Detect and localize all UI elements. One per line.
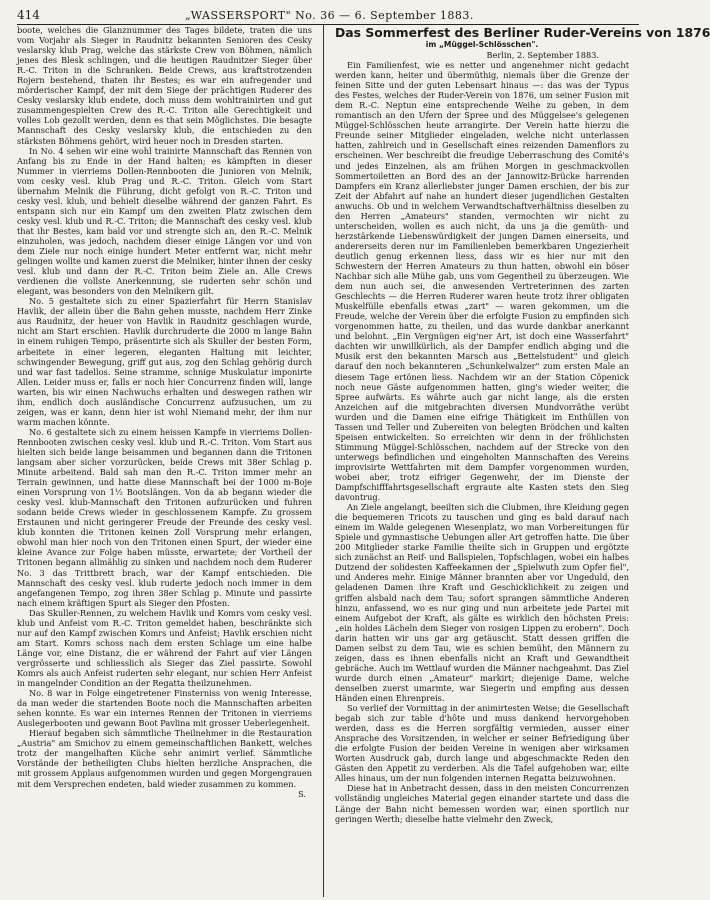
paragraph: No. 8 war in Folge eingetretener Finsterniss von wenig Interesse, da man weder die startenden Boote noch die Mannschaften arbeiten sehen konnte. Es war ein internes Rennen der Tritonen in vierriems Auslegerbooten und gewann Boot Pavlina mit grosser Ueberlegenheit. (17, 688, 312, 729)
paragraph: So verlief der Vormittag in der animirtesten Weise; die Gesellschaft begab sich zur table d'hôte und muss dankend hervorgehoben werden, dass es die Herren sorgfältig vermieden, ausser einer Ansprache des Vorsitzenden, in welcher er seiner Befriedigung über die erfolgte Fusion der beiden Vereine in wenigen aber wirksamen Worten Ausdruck gab, durch lange und abgeschmackte Reden den Gästen den Appetit zu verderben. Als die Tafel aufgehoben war, eilte Alles hinaus, um der nun folgenden internen Regatta beizuwohnen. (335, 703, 629, 784)
article-dateline: Berlin, 2. September 1883. (486, 50, 599, 60)
paragraph: No. 5 gestaltete sich zu einer Spazierfahrt für Herrn Stanislav Havlik, der allein über die Bahn gehen musste, nachdem Herr Zinke aus Raudnitz, der heuer von Havlik in Raudnitz geschlagen wurde, nicht am Start erschien. Havlik durchruderte die 2000 m lange Bahn in einem ruhigen Tempo, präsentirte sich als Skuller der besten Form, arbeitete in einer legeren, eleganten Haltung mit leichter, schwingender Bewegung, griff gut aus, zog den Schlag gehörig durch und war fast tadellos. Seine stramme, schnige Muskulatur imponirte Allen. Leider muss er, falls er noch hier Concurrenz finden will, lange warten, bis wir einen Nachwuchs erhalten und deswegen rathen wir ihm, endlich doch ausländische Concurrenz aufzusuchen, um zu zeigen, was er kann, denn hier ist wohl Niemand mehr, der ihm nur warm machen könnte. (17, 296, 312, 427)
column-divider (323, 25, 324, 897)
article-title: Das Sommerfest des Berliner Ruder-Vereins von 1876 (335, 25, 710, 40)
paragraph: No. 6 gestaltete sich zu einem heissen Kampfe in vierriems Dollen-Rennbooten zwischen cesky vesl. klub und R.-C. Triton. Vom Start aus hielten sich beide lange beisammen und begannen dann die Tritonen langsam aber sicher vorzurücken, beide Crews mit 38er Schlag p. Minute arbeitend. Bald sah man den R.-C. Triton immer mehr an Terrain gewinnen, und hatte diese Mannschaft bei der 1000 m-Boje einen Vorsprung von 1½ Bootslängen. Von da ab begann wieder die cesky vesl. klub-Mannschaft den Tritonen aufzurücken und fuhren sodann beide Crews wieder in geschlossenem Kampfe. Zu grossem Erstaunen und nicht geringerer Freude der Freunde des cesky vesl. klub konnten die Tritonen keinen Zoll Vorsprung mehr erlangen, obwohl man hier noch von den Tritonen einen Spurt, der wieder eine kleine Avance zur Folge haben müsste, erwartete; der Vortheil der Tritonen begann allmählig zu sinken und nachdem noch dem Ruderer No. 3 das Trittbrett brach, war der Kampf entschieden. Die Mannschaft des cesky vesl. klub ruderte jedoch noch immer in dem angefangenen Tempo, zog ihren 38er Schlag p. Minute und passirte nach einem kräftigen Spurt als Sieger den Pfosten. (17, 426, 312, 608)
paragraph: In No. 4 sehen wir eine wohl trainirte Mannschaft das Rennen von Anfang bis zu Ende in der Hand halten; es kämpften in dieser Nummer in vierriems Dollen-Rennbooten die Junioren von Melnik, vom cesky vesl. klub Prag und R.-C. Triton. Gleich vom Start übernahm Melnik die Führung, dicht gefolgt von R.-C. Triton und cesky vesl. klub, und behielt dieselbe während der ganzen Fahrt. Es entspann sich nur ein Kampf um den zweiten Platz zwischen dem cesky vesl. klub und R.-C. Triton; die Mannschaft des cesky vesl. klub that ihr Bestes, kam bald vor und strengte sich an, den R.-C. Melnik einzuholen, was jedoch, nachdem dieser einige Längen vor und von dem Ziele nur noch einige hundert Meter entfernt war, nicht mehr gelingen wollte und kamen zuerst die Melniker, hinter ihnen der cesky vesl. klub und dann der R.-C. Triton beim Ziele an. Alle Crews verdienen die vollste Anerkennung, sie ruderten sehr schön und elegant, was besonders von den Melnikern gilt. (17, 145, 312, 297)
publication-line: „WASSERSPORT" No. 36 — 6. September 1883. (184, 9, 474, 22)
page-number: 414 (17, 8, 40, 22)
paragraph: Hierauf begaben sich sämmtliche Theilnehmer in die Restauration „Austria" am Smichov zu einem gemeinschaftlichen Bankett, welches trotz der mangelhaften Küche sehr animirt verlief. Sämmtliche Vorstände der betheiligten Clubs hielten herzliche Ansprachen, die mit grossem Applaus aufgenommen wurden und gegen Morgengrauen mit dem Versprechen endeten, bald wieder zusammen zu kommen. (17, 728, 312, 789)
article-signature: S. (298, 788, 306, 799)
paragraph: Das Skuller-Rennen, zu welchem Havlik und Komrs vom cesky vesl. klub und Anfeist vom R.-C. Triton gemeldet haben, beschränkte sich nur auf den Kampf zwischen Komrs und Anfeist; Havlik erschien nicht am Start. Komrs schoss nach dem ersten Schlage um eine halbe Länge vor, eine Distanz, die er während der Fahrt auf vier Längen vergrösserte und schliesslich als Sieger das Ziel passirte. Sowohl Komrs als auch Anfeist ruderten sehr elegant, nur schien Herr Anfeist in mangelnder Condition an der Regatta theilzunehmen. (17, 607, 312, 689)
paragraph: Diese hat in Anbetracht dessen, dass in den meisten Concurrenzen vollständig ungleiches Material gegen einander startete und dass die Länge der Bahn nicht bemessen worden war, einen sportlich nur geringen Werth; dieselbe hatte vielmehr den Zweck, (335, 783, 629, 824)
paragraph: Ein Familienfest, wie es netter und angenehmer nicht gedacht werden kann, heiter und übermüthig, niemals über die Grenze der feinen Sitte und der guten Lebensart hinaus —: das was der Typus des Festes, welches der Ruder-Verein von 1876, um seiner Fusion mit dem R.-C. Neptun eine entsprechende Weihe zu geben, in dem romantisch an den Ufern der Spree und des Müggelsee's gelegenen Müggel-Schlösschen heute arrangirte. Der Verein hatte hierzu die Freunde seiner Mitglieder eingeladen, welche nicht unterlassen hatten, zahlreich und in Gesellschaft eines reizenden Damenflors zu erscheinen. Wer beschreibt die freudige Ueberraschung des Comité's und jedes Einzelnen, als am frühen Morgen in geschmackvollen Sommertoiletten an Bord des an der Jannowitz-Brücke harrenden Dampfers ein Kranz allerliebster junger Damen erschien, der bis zur Zeit der Abfahrt auf nahe an hundert dieser jugendlichen Gestalten anwuchs. Ob und in welchem Verwandtschaftverhältniss dieselben zu den Herren „Amateurs" standen, vermochten wir nicht zu unterscheiden, wollen es auch nicht, da uns ja die gemüth- und herzstärkende Liebenswürdigkeit der jungen Damen einerseits, und andererseits deren nur im Familienleben bemerkbaren Ungezierheit deutlich genug erkennen liess, dass wir es hier nur mit den Schwestern der Herren Amateurs zu thun hatten, obwohl ein böser Nachbar sich alle Mühe gab, uns vom Gegentheil zu überzeugen. Wie dem nun auch sei, die anwesenden Vertreterinnen des zarten Geschlechts — die Herren Ruderer waren heute trotz ihrer obligaten Muskelfülle ebenfalls etwas „zart" — waren gekommen, um die Freude, welche der Verein über die erfolgte Fusion zu empfinden sich vorgenommen hatte, zu theilen, und das wurde dankbar anerkannt und belohnt. „Ein Vergnügen eig'ner Art, ist doch eine Wasserfahrt" dachten wir unwillkürlich, als der Dampfer endlich abging und die Musik erst den bekannten Marsch aus „Bettelstudent" und gleich darauf den noch bekannteren „Schunkelwalzer" zum ersten Male an diesem Tage ertönen liess. Nachdem wir an der Station Cöpenick noch neue Gäste aufgenommen hatten, ging's wieder weiter, die Spree aufwärts. Es währte auch gar nicht lange, als die ersten Anzeichen auf die mitgebrachten diversen Mundvorräthe verübt wurden und die Damen eine eifrige Thätigkeit im Enthüllen von Tassen und Teller und Zubereiten von belegten Brödchen und kalten Speisen entwickelten. So erreichten wir denn in der fröhlichsten Stimmung Müggel-Schlösschen, nachdem auf der Strecke von den unterwegs befindlichen und eingeholten Mannschaften des Vereins improvisirte Wettfahrten mit dem Dampfer vorgenommen wurden, wobei aber, trotz eifriger Gegenwehr, der im Dienste der Dampfschifffahrtsgesellschaft ergraute alte Kasten stets den Sieg davontrug. (335, 60, 629, 503)
paragraph: An Ziele angelangt, beeilten sich die Clubmen, ihre Kleidung gegen die bequemeren Tricots zu tauschen und ging es bald darauf nach einem im Walde gelegenen Wiesenplatz, wo man Vorbereitungen für Spiele und gymnastische Uebungen aller Art getroffen hatte. Die über 200 Mitglieder starke Familie theilte sich in Gruppen und ergötzte sich zunächst an Reif- und Ballspielen, Topfschlagen, wobei ein halbes Dutzend der solidesten Kaffeekannen der „Spielwuth zum Opfer fiel", und Anderes mehr. Einige Männer brannten aber vor Ungeduld, den geladenen Damen ihre Kraft und Geschicklichkeit zu zeigen und griffen alsbald nach dem Tau; sofort sprangen sämmtliche Anderen hinzu, anfassend, wo es nur ging und nun arbeitete jede Partei mit einem Aufgebot der Kraft, als gälte es wirklich den höchsten Preis: „ein holdes Lächeln dem Sieger von rosigen Lippen zu erobern". Doch darin hatten wir uns gar arg getäuscht. Statt dessen griffen die Damen selbst zu dem Tau, wie es schien bemüht, den Männern zu zeigen, dass es ihnen ebenfalls nicht an Kraft und Gewandtheit gebräche. Auch im Wettlauf wurden die Männer nachgeahmt. Das Ziel wurde durch einen „Amateur" markirt; diejenige Dame, welche denselben zuerst umarmte, war Siegerin und empfing aus dessen Händen einen Ehrenpreis. (335, 502, 629, 703)
right-column (329, 25, 710, 897)
left-column (17, 25, 317, 897)
paragraph: boote, welches die Glanznummer des Tages bildete, traten die uns vom Vorjahr als Sieger in Raudnitz bekannten Senioren des Cesky veslarsky klub Prag, welche das stärkste Crew von Böhmen, nämlich jenes des Blesk schlingen, und die heutigen Raudnitzer Sieger über R.-C. Triton in die Schranken. Beide Crews, aus kraftstrotzenden Rojern bestehend, thaten ihr Bestes; es war ein aufregender und mörderischer Kampf, der mit dem Siege der prächtigen Ruderer des Cesky veslarsky klub endete, doch muss dem wohltrainirten und gut zusammengespielten Crew des R.-C. Triton alle Gerechtigkeit und volles Lob gezollt werden, denn es that sein Möglichstes. Die besagte Mannschaft des Cesky veslarsky klub, die entschieden zu den stärksten Böhmens gehört, wird heuer noch in Dresden starten. (17, 25, 312, 146)
article-subtitle: im „Müggel-Schlösschen". (425, 40, 539, 49)
running-header (17, 8, 639, 22)
two-column-body (17, 25, 710, 897)
